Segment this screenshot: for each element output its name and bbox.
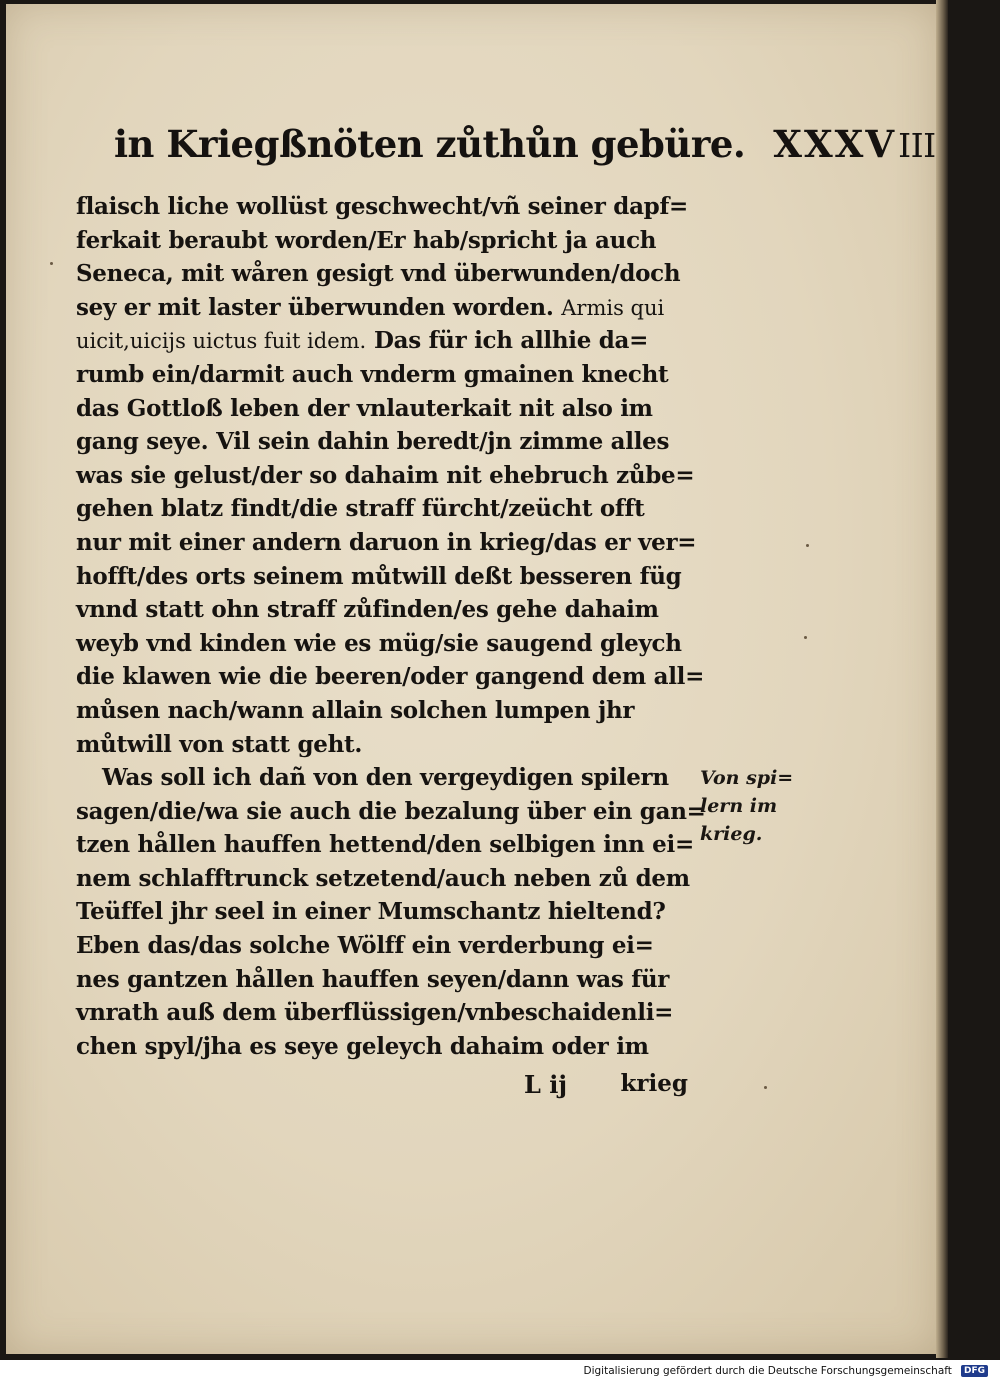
text-line: tzen hållen hauffen hettend/den selbigen inn ei= bbox=[76, 831, 694, 859]
text-line: můsen nach/wann allain solchen lumpen jhr bbox=[76, 696, 635, 724]
page-edge-shadow bbox=[936, 0, 948, 1358]
text-line: vnrath auß dem überflüssigen/vnbeschaidenli= bbox=[76, 999, 674, 1027]
text-line: můtwill von statt geht. bbox=[76, 730, 363, 758]
folio-number: XXXV bbox=[773, 122, 897, 166]
text-line: vnnd statt ohn straff zůfinden/es gehe dahaim bbox=[76, 596, 659, 624]
text-line: gehen blatz findt/die straff fürcht/zeücht offt bbox=[76, 495, 645, 523]
marginal-note-line: krieg. bbox=[700, 823, 763, 845]
book-page bbox=[6, 4, 938, 1354]
text-line: die klawen wie die beeren/oder gangend dem all= bbox=[76, 663, 705, 691]
text-line: rumb ein/darmit auch vnderm gmainen knecht bbox=[76, 360, 669, 388]
running-head-title: in Kriegßnöten zůthůn gebüre. bbox=[114, 122, 746, 166]
text-segment: Das für ich allhie da= bbox=[373, 327, 649, 355]
ink-speck bbox=[764, 1086, 767, 1089]
text-line bbox=[76, 291, 726, 325]
text-line: flaisch liche wollüst geschwecht/vñ seiner dapf= bbox=[76, 193, 689, 220]
marginal-note-line: lern im bbox=[700, 795, 778, 817]
ink-speck bbox=[806, 544, 809, 547]
text-line: sagen/die/wa sie auch die bezalung über ein gan= bbox=[76, 797, 706, 825]
text-line: das Gottloß leben der vnlauterkait nit also im bbox=[76, 394, 653, 422]
running-head bbox=[114, 122, 936, 182]
signature-mark: L ij bbox=[524, 1070, 568, 1099]
catchword: krieg bbox=[620, 1070, 688, 1097]
latin-quote: Armis qui bbox=[561, 295, 665, 320]
text-line: chen spyl/jha es seye geleych dahaim oder im bbox=[76, 1032, 649, 1060]
text-line: gang seye. Vil sein dahin beredt/jn zimme alles bbox=[76, 428, 670, 456]
text-line bbox=[76, 324, 726, 358]
latin-quote: uicit,uicijs uictus fuit idem. bbox=[76, 329, 367, 354]
ink-speck bbox=[804, 636, 807, 639]
folio-number-suffix: III bbox=[898, 126, 936, 165]
text-line: Teüffel jhr seel in einer Mumschantz hieltend? bbox=[76, 898, 666, 926]
text-line: was sie gelust/der so dahaim nit ehebruch zůbe= bbox=[76, 461, 695, 489]
text-line: hofft/des orts seinem můtwill deßt besseren füg bbox=[76, 562, 682, 590]
catchline bbox=[76, 1070, 696, 1104]
funding-notice: Digitalisierung gefördert durch die Deutsche Forschungsgemeinschaft bbox=[583, 1364, 952, 1377]
digitization-footer bbox=[0, 1360, 1000, 1380]
text-segment: sey er mit laster überwunden worden. bbox=[76, 293, 554, 321]
marginal-note bbox=[700, 764, 810, 848]
marginal-note-line: Von spi= bbox=[700, 767, 794, 789]
text-line: ferkait beraubt worden/Er hab/spricht ja auch bbox=[76, 226, 657, 254]
dfg-logo: DFG bbox=[961, 1365, 988, 1377]
ink-speck bbox=[50, 262, 53, 265]
text-line: nem schlafftrunck setzetend/auch neben zů dem bbox=[76, 864, 690, 892]
text-line: weyb vnd kinden wie es müg/sie saugend gleych bbox=[76, 629, 682, 657]
text-line: Seneca, mit wåren gesigt vnd überwunden/doch bbox=[76, 260, 681, 288]
paragraph-start-line: Was soll ich dañ von den vergeydigen spilern bbox=[102, 764, 669, 792]
text-line: nes gantzen hållen hauffen seyen/dann was für bbox=[76, 965, 670, 993]
text-line: Eben das/das solche Wölff ein verderbung ei= bbox=[76, 932, 654, 960]
text-line: nur mit einer andern daruon in krieg/das er ver= bbox=[76, 528, 697, 556]
main-text-block bbox=[76, 190, 726, 1063]
